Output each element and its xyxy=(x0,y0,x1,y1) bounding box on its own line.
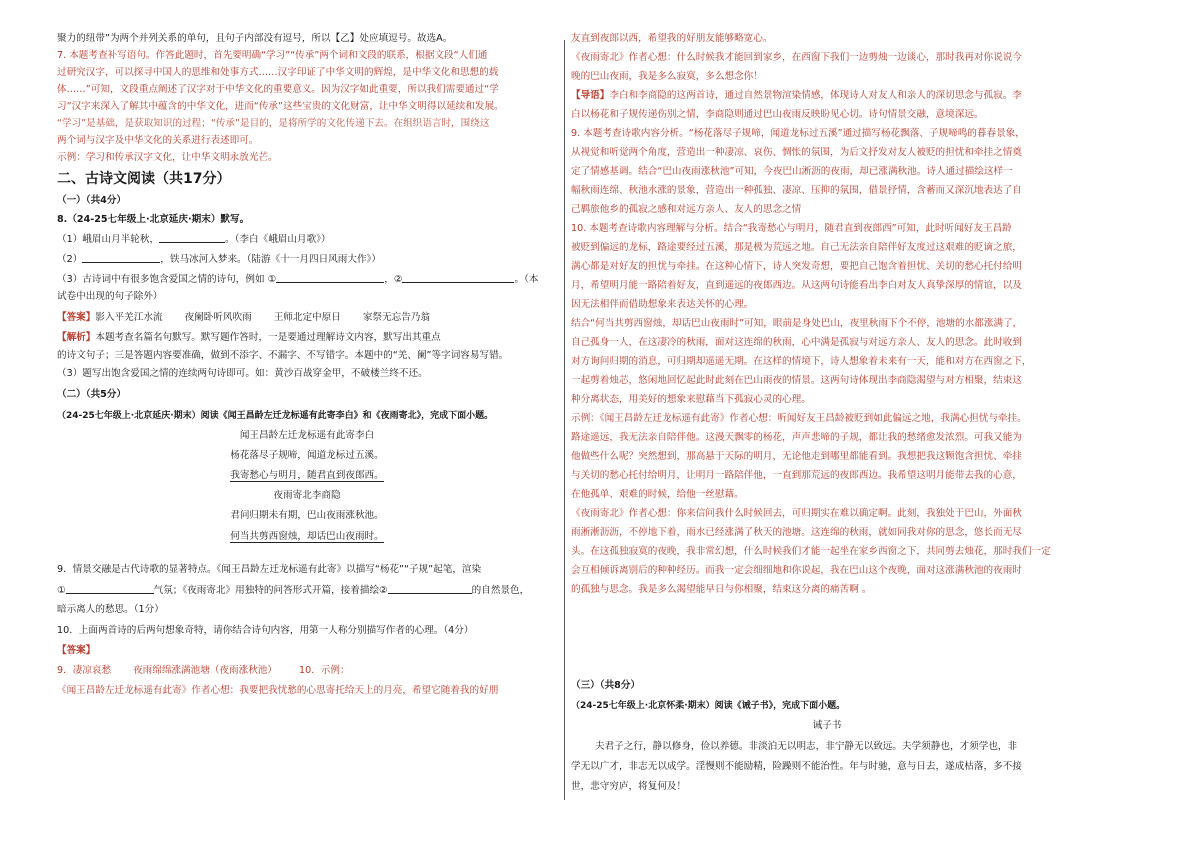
answer-blank[interactable] xyxy=(402,272,514,283)
text-line: 两个词与汉字及中华文化的关系进行表述即可。 xyxy=(57,135,259,146)
q-text: 。（李白《峨眉山月歌》） xyxy=(225,234,331,245)
text-line: 晚的巴山夜雨，我是多么寂寞，多么想念你！ xyxy=(571,71,763,82)
q-text: 。（本 xyxy=(514,274,539,285)
text-line: 对方询问归期的消息，可归期却遥遥无期。在这样的情境下，诗人想象着未来有一天，能和对方在西窗之下， xyxy=(571,356,1032,367)
answer-tag: 【答案】 xyxy=(57,645,96,656)
text-line: 的诗文句子；三是答题内容要准确，做到不添字、不漏字、不写错字。本题中的“羌、阑”等字词容易写错。 xyxy=(57,350,509,361)
poem-title: 闻王昌龄左迁龙标遥有此寄李白 xyxy=(239,430,375,441)
answer-value: 王师北定中原日 xyxy=(273,312,341,323)
question-9-blanks xyxy=(57,583,529,598)
text-line: 一起剪着烛芯，悠闲地回忆起此时此刻在巴山雨夜的情景。这两句诗体现出李商隐渴望与对方相聚，结束这 xyxy=(571,375,1022,386)
poem-line-underlined: 何当共剪西窗烛，却话巴山夜雨时。 xyxy=(230,531,384,542)
poem-title: 夜雨寄北李商隐 xyxy=(273,490,341,501)
text-line: 幅秋雨连绵、秋池水涨的景象，营造出一种孤独、凄凉、压抑的氛围，借景抒情，含蓄而又深沉地表达了自 xyxy=(571,185,1022,196)
section-heading: 二、古诗文阅读（共17分） xyxy=(57,171,231,187)
text-line: 自己孤身一人，在这凄冷的秋雨，面对这连绵的秋雨，心中满是孤寂与对远方亲人、友人的思念。此时收到 xyxy=(571,337,1022,348)
text-line: 示例：《闻王昌龄左迁龙标遥有此寄》作者心想：听闻好友王昌龄被贬到如此偏远之地，我满心担忧与牵挂。 xyxy=(571,413,1027,424)
answer-tag: 【答案】 xyxy=(57,312,96,323)
text-line: 与关切的愁心托付给明月，让明月一路陪伴他，一直到那荒远的夜郎西边。我希望这明月能带去我的心意， xyxy=(571,470,1022,481)
text-title: 诫子书 xyxy=(812,720,842,731)
poem-line-underlined: 我寄愁心与明月，随君直到夜郎西。 xyxy=(230,470,384,481)
q-text: ① xyxy=(57,585,66,596)
text-line: 种分离状态，用美好的想象来慰藉当下孤寂心灵的心理。 xyxy=(571,394,811,405)
poem-line xyxy=(57,469,557,483)
question-8-2 xyxy=(57,252,381,267)
answer-value: 夜雨绵绵涨满池塘（夜雨涨秋池） xyxy=(133,665,277,676)
text-line: 从视觉和听觉两个角度，营造出一种凄凉、哀伤、惆怅的氛围，为后文抒发对友人被贬的担忧和牵挂之情奠 xyxy=(571,147,1022,158)
guide-tag: 【导语】 xyxy=(571,90,610,101)
text-line: 体……”可知，文段重点阐述了汉字对于中华文化的重要意义。因为汉字如此重要，所以我们需要通过“学 xyxy=(57,84,499,95)
q-text: ，铁马冰河入梦来。（陆游《十一月四日风雨大作》） xyxy=(160,254,381,265)
poem-line: 杨花落尽子规啼，闻道龙标过五溪。 xyxy=(230,450,384,461)
answer-blank[interactable] xyxy=(276,272,384,283)
text-line: 聚力的纽带”为两个并列关系的单句，且句子内部没有逗号，所以【乙】处应填逗号。故选A。 xyxy=(57,33,453,44)
part-heading: （二）（共5分） xyxy=(57,389,127,400)
text-line: 会互相倾诉离别后的种种经历。而我一定会细细地和你说起，我在巴山这个夜晚，面对这涨满秋池的夜雨时 xyxy=(571,565,1022,576)
text-line: 友直到夜郎以西，希望我的好朋友能够略宽心。 xyxy=(571,33,773,44)
answer-9-10 xyxy=(57,664,350,678)
q-text: ，② xyxy=(384,274,403,285)
analysis-text: 本题考查名篇名句默写。默写题作答时，一是要通过理解诗文内容，默写出其重点 xyxy=(95,332,441,343)
text-line: 习”汉字来深入了解其中蕴含的中华文化，进而“传承”这些宝贵的文化财富，让中华文明得以延续和发展。 xyxy=(57,101,504,112)
answer-blank[interactable] xyxy=(388,583,472,594)
text-line: 试卷中出现的句子除外） xyxy=(57,291,163,302)
answer-value: 凄凉哀愁 xyxy=(72,665,112,676)
text-line: 被贬到偏远的龙标，路途要经过五溪，那是极为荒远之地。自己无法亲自陪伴好友度过这艰难的贬谪之旅， xyxy=(571,242,1022,253)
guide-text: 李白和李商隐的这两首诗，通过自然景物渲染情感，体现诗人对友人和亲人的深切思念与孤寂。李 xyxy=(609,90,1022,101)
text-line: 满心都是对好友的担忧与牵挂。在这种心情下，诗人突发奇想，要把自己饱含着担忧、关切的愁心托付给明 xyxy=(571,261,1022,272)
text-line: 定了情感基调。结合“巴山夜雨涨秋池”可知，今夜巴山淅沥的夜雨，却已涨满秋池。诗人通过描绘这样一 xyxy=(571,166,1013,177)
text-line: 10. 本题考查诗歌内容理解与分析。结合“我寄愁心与明月，随君直到夜郎西”可知，此时听闻好友王昌龄 xyxy=(571,223,1012,234)
q-text: （3）古诗词中有很多饱含爱国之情的诗句，例如 ① xyxy=(57,274,277,285)
text-line: 结合“何当共剪西窗烛，却话巴山夜雨时”可知，眼前是身处巴山，夜里秋雨下个不停，池塘的水都涨满了， xyxy=(571,318,1023,329)
question-8-3 xyxy=(57,272,538,287)
answer-value: 夜阑卧听风吹雨 xyxy=(184,312,252,323)
text-line: 头。在这孤独寂寞的夜晚，我非常幻想，什么时候我们才能一起坐在家乡西窗之下，共同剪去烛花，那时我们一定 xyxy=(571,546,1051,557)
text-line: 暗示离人的愁思。（1分） xyxy=(57,604,164,615)
text-line: （3）题写出饱含爱国之情的连续两句诗即可。如：黄沙百战穿金甲，不破楼兰终不还。 xyxy=(57,368,428,379)
answer-value: 影入平羌江水流 xyxy=(95,312,163,323)
answer-value: 10．示例： xyxy=(298,665,350,676)
column-divider xyxy=(564,40,565,800)
reading-intro: （24-25七年级上·北京延庆·期末）阅读《闻王昌龄左迁龙标遥有此寄李白》和《夜雨寄北》，完成下面小题。 xyxy=(57,411,494,421)
answer-blank[interactable] xyxy=(66,583,154,594)
text-line: 《夜雨寄北》作者心想：什么时候我才能回到家乡，在西窗下我们一边剪烛一边谈心，那时我再对你说说今 xyxy=(571,52,1022,63)
poem-line xyxy=(57,530,557,544)
answer-blank[interactable] xyxy=(159,232,225,243)
text-line: 因无法相伴而借助想象来表达关怀的心理。 xyxy=(571,299,754,310)
answer-8 xyxy=(57,311,430,325)
text-line: 示例：学习和传承汉字文化，让中华文明永放光芒。 xyxy=(57,152,278,163)
text-line: 己羁旅他乡的孤寂之感和对远方亲人、友人的思念之情 xyxy=(571,204,802,215)
question-8-1 xyxy=(57,232,331,247)
q-text: 气氛；《夜雨寄北》用独特的问答形式开篇，接着描绘② xyxy=(153,585,388,596)
text-line: 月，希望明月能一路陪着好友，直到遥远的夜郎西边。从这两句诗能看出李白对友人真挚深厚的情谊，以及 xyxy=(571,280,1022,291)
part-heading: （三）（共8分） xyxy=(571,680,641,691)
reading-intro: （24-25七年级上·北京怀柔·期末）阅读《诫子书》，完成下面小题。 xyxy=(571,701,846,711)
question-10: 10．上面两首诗的后两句想象奇特，请你结合诗句内容，用第一人称分别描写作者的心理。（4分） xyxy=(57,625,474,636)
text-line: 雨淅淅沥沥，不停地下着，雨水已经涨满了秋天的池塘。这连绵的秋雨，就如同我对你的思念，悠长而无尽 xyxy=(571,527,1022,538)
analysis-8 xyxy=(57,331,441,345)
text-line: 7. 本题考查补写语句。作答此题时，首先要明确“学习”“传承”两个词和文段的联系，根据文段“人们通 xyxy=(57,50,488,61)
text-line: 世，悲守穷庐，将复何及！ xyxy=(571,781,687,792)
text-line: 他做些什么呢？突然想到，那高悬于天际的明月，无论他走到哪里都能看到。我想把我这颗饱含担忧、牵挂 xyxy=(571,451,1022,462)
guide-line xyxy=(571,89,1022,103)
answer-blank[interactable] xyxy=(82,252,160,263)
text-line: 在他孤单、艰难的时候，给他一丝慰藉。 xyxy=(571,489,744,500)
text-line: 过研究汉字，可以探寻中国人的思维和处事方式……汉字印证了中华文明的辉煌，是中华文化和思想的载 xyxy=(57,67,499,78)
question-9: 9．情景交融是古代诗歌的显著特点。《闻王昌龄左迁龙标遥有此寄》以描写“杨花”“子规”起笔，渲染 xyxy=(57,564,482,575)
text-line: 《夜雨寄北》作者心想：你来信问我什么时候回去，可归期实在难以确定啊。此刻，我独处于巴山，外面秋 xyxy=(571,508,1022,519)
text-line: 白以杨花和子规传递伤别之情，李商隐则通过巴山夜雨反映盼见心切。诗句情景交融，意境深远。 xyxy=(571,109,984,120)
text-line: “学习”是基础，是获取知识的过程；“传承”是目的，是将所学的文化传递下去。在组织语言时，围绕这 xyxy=(57,118,490,129)
answer-num: 9． xyxy=(57,665,73,676)
text-line: 夫君子之行，静以修身，俭以养德。非淡泊无以明志，非宁静无以致远。夫学须静也，才须学也，非 xyxy=(595,741,1018,752)
question-8: 8.（24-25七年级上·北京延庆·期末）默写。 xyxy=(57,214,250,225)
text-line: 路途遥远，我无法亲自陪伴他。这漫天飘零的杨花，声声悲啼的子规，都让我的愁绪愈发浓烈。可我又能为 xyxy=(571,432,1022,443)
answer-value: 家祭无忘告乃翁 xyxy=(362,312,430,323)
text-line: 《闻王昌龄左迁龙标遥有此寄》作者心想：我要把我忧愁的心思寄托给天上的月亮，希望它随着我的好朋 xyxy=(57,685,499,696)
q-text: （1）峨眉山月半轮秋， xyxy=(57,234,160,245)
analysis-tag: 【解析】 xyxy=(57,332,96,343)
text-line: 的孤独与思念。我是多么渴望能早日与你相聚，结束这分离的痛苦啊 。 xyxy=(571,584,872,595)
text-line: 学无以广才，非志无以成学。淫慢则不能励精，险躁则不能治性。年与时驰，意与日去，遂成枯落，多不接 xyxy=(571,761,1022,772)
q-text: 的自然景色， xyxy=(471,585,530,596)
q-text: （2） xyxy=(57,254,83,265)
part-heading: （一）（共4分） xyxy=(57,195,127,206)
poem-line: 君问归期未有期，巴山夜雨涨秋池。 xyxy=(230,510,384,521)
text-line: 9. 本题考查诗歌内容分析。“杨花落尽子规啼，闻道龙标过五溪”通过描写杨花飘落、子规啼鸣的暮春景象， xyxy=(571,128,1025,139)
